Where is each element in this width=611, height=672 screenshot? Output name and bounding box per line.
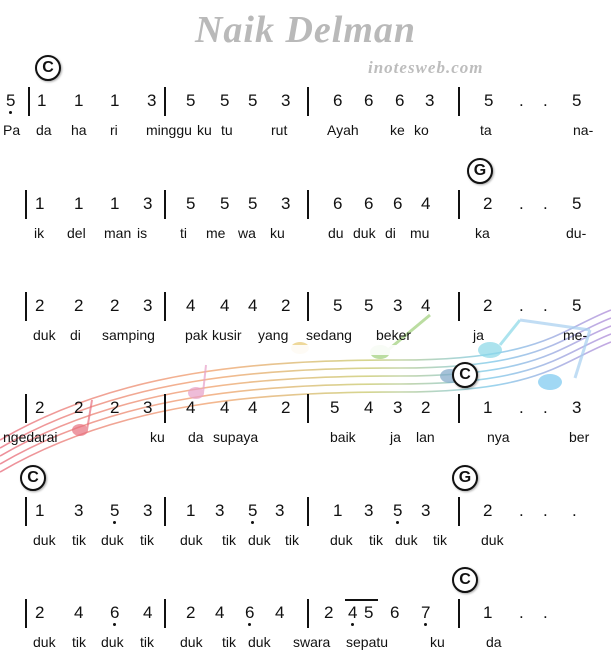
bar-line [164, 292, 166, 321]
note: 3 [281, 91, 291, 110]
octave-dot [351, 623, 354, 626]
octave-dot [9, 111, 12, 114]
lyric-syllable: ku [430, 634, 445, 650]
lyric-syllable: duk [395, 532, 418, 548]
note: 5 [220, 194, 230, 213]
lyric-syllable: ri [110, 122, 118, 138]
lyric-syllable: da [486, 634, 502, 650]
bar-line [458, 190, 460, 219]
note: 4 [348, 604, 357, 621]
lyric-syllable: ja [390, 429, 401, 445]
lyric-syllable: ke [390, 122, 405, 138]
octave-dot [396, 521, 399, 524]
bar-line [307, 87, 309, 116]
note: 3 [425, 91, 435, 110]
note: 1 [74, 194, 84, 213]
bar-line [458, 292, 460, 321]
lyric-syllable: ha [71, 122, 87, 138]
note: 3 [143, 296, 153, 315]
note: 5 [364, 603, 374, 622]
lyric-syllable: duk [33, 532, 56, 548]
note: 3 [143, 194, 153, 213]
note: 3 [215, 501, 225, 520]
note: . [543, 398, 548, 417]
note: 4 [364, 398, 374, 417]
lyric-syllable: tik [433, 532, 447, 548]
note: . [572, 501, 577, 520]
bar-line [458, 599, 460, 628]
bar-line [25, 292, 27, 321]
note: 6 [390, 603, 400, 622]
note: 2 [74, 296, 84, 315]
note: 2 [483, 501, 493, 520]
note: 6 [393, 194, 403, 213]
song-title: Naik Delman [194, 9, 417, 51]
bar-line [307, 599, 309, 628]
lyric-syllable: ja [473, 327, 484, 343]
lyric-syllable: duk [33, 634, 56, 650]
lyric-syllable: tik [222, 532, 236, 548]
lyric-syllable: supaya [213, 429, 259, 445]
bar-line [307, 292, 309, 321]
note: . [519, 501, 524, 520]
note: 5 [110, 502, 119, 519]
lyric-syllable: tik [140, 532, 154, 548]
note: . [519, 603, 524, 622]
note: 5 [248, 502, 257, 519]
note: 6 [110, 604, 119, 621]
lyric-syllable: du [328, 225, 344, 241]
lyric-syllable: lan [416, 429, 435, 445]
music-ribbon-decoration [0, 290, 611, 490]
chord-symbol: G [467, 158, 493, 184]
lyric-syllable: duk [101, 634, 124, 650]
lyric-syllable: di [385, 225, 396, 241]
note: 4 [421, 296, 431, 315]
note: 5 [248, 91, 258, 110]
note: 6 [364, 194, 374, 213]
note: 1 [483, 603, 493, 622]
lyric-syllable: man [104, 225, 132, 241]
lyric-syllable: ngedarai [3, 429, 58, 445]
lyric-syllable: tu [221, 122, 233, 138]
bar-line [307, 497, 309, 526]
note: 1 [110, 194, 120, 213]
lyric-syllable: minggu [146, 122, 192, 138]
note: 3 [572, 398, 582, 417]
lyric-syllable: da [36, 122, 52, 138]
note: 5 [333, 296, 343, 315]
note: 6 [333, 194, 343, 213]
note: 2 [35, 398, 45, 417]
note: 1 [186, 501, 196, 520]
note: . [519, 398, 524, 417]
note: 3 [364, 501, 374, 520]
bar-line [458, 497, 460, 526]
note: 4 [421, 194, 431, 213]
note: 2 [74, 398, 84, 417]
note: 5 [6, 92, 15, 109]
lyric-syllable: del [67, 225, 86, 241]
lyric-syllable: Ayah [327, 122, 359, 138]
note: 5 [572, 296, 582, 315]
lyric-syllable: baik [330, 429, 356, 445]
lyric-syllable: sedang [306, 327, 352, 343]
octave-dot [113, 623, 116, 626]
lyric-syllable: duk [330, 532, 353, 548]
bar-line [25, 497, 27, 526]
note: 4 [143, 603, 153, 622]
bar-line [164, 87, 166, 116]
lyric-syllable: swara [293, 634, 331, 650]
note: 4 [248, 296, 258, 315]
lyric-syllable: di [70, 327, 81, 343]
note: 4 [220, 296, 230, 315]
octave-dot [113, 521, 116, 524]
note: 1 [37, 91, 47, 110]
lyric-syllable: tik [140, 634, 154, 650]
octave-dot [251, 521, 254, 524]
chord-symbol: C [452, 362, 478, 388]
lyric-syllable: duk [248, 634, 271, 650]
lyric-syllable: mu [410, 225, 430, 241]
note: 3 [275, 501, 285, 520]
note: 4 [248, 398, 258, 417]
note: 2 [281, 398, 291, 417]
note: 1 [74, 91, 84, 110]
octave-dot [248, 623, 251, 626]
note: 3 [393, 398, 403, 417]
lyric-syllable: beker [376, 327, 412, 343]
lyric-syllable: me [206, 225, 226, 241]
note: . [543, 501, 548, 520]
lyric-syllable: pak [185, 327, 208, 343]
lyric-syllable: duk [33, 327, 56, 343]
bar-line [25, 190, 27, 219]
note: 1 [333, 501, 343, 520]
lyric-syllable: duk [180, 634, 203, 650]
note: . [543, 603, 548, 622]
bar-line [307, 190, 309, 219]
bar-line [458, 394, 460, 423]
note: 2 [110, 398, 120, 417]
lyric-syllable: tik [72, 634, 86, 650]
watermark-site: inotesweb.com [368, 58, 484, 77]
note: 4 [186, 398, 196, 417]
chord-symbol: G [452, 465, 478, 491]
note: 5 [572, 91, 582, 110]
note: 3 [143, 398, 153, 417]
note: . [519, 296, 524, 315]
note: . [543, 296, 548, 315]
note: . [543, 194, 548, 213]
bar-line [164, 497, 166, 526]
note: 1 [35, 501, 45, 520]
note: 5 [248, 194, 258, 213]
bar-line [164, 599, 166, 628]
lyric-syllable: duk [481, 532, 504, 548]
lyric-syllable: tik [285, 532, 299, 548]
lyric-syllable: du- [566, 225, 587, 241]
note: 3 [281, 194, 291, 213]
note: 3 [421, 501, 431, 520]
bar-line [164, 394, 166, 423]
note: 3 [143, 501, 153, 520]
lyric-syllable: duk [353, 225, 376, 241]
note: 4 [275, 603, 285, 622]
note: 2 [35, 603, 45, 622]
lyric-syllable: ku [150, 429, 165, 445]
lyric-syllable: is [137, 225, 148, 241]
note: 2 [483, 194, 493, 213]
note: . [543, 91, 548, 110]
chord-symbol: C [452, 567, 478, 593]
chord-symbol: C [20, 465, 46, 491]
lyric-syllable: rut [271, 122, 288, 138]
note: 7 [421, 604, 430, 621]
lyric-syllable: ku [270, 225, 285, 241]
lyric-syllable: ik [34, 225, 45, 241]
lyric-syllable: tik [72, 532, 86, 548]
bar-line [164, 190, 166, 219]
note: 6 [245, 604, 254, 621]
bar-line [25, 599, 27, 628]
note: . [519, 194, 524, 213]
lyric-syllable: ta [480, 122, 492, 138]
lyric-syllable: ku [197, 122, 212, 138]
note: 2 [421, 398, 431, 417]
note: 6 [364, 91, 374, 110]
note: 5 [572, 194, 582, 213]
note: 1 [483, 398, 493, 417]
note: 1 [35, 194, 45, 213]
lyric-syllable: duk [180, 532, 203, 548]
lyric-syllable: duk [248, 532, 271, 548]
note: 2 [186, 603, 196, 622]
lyric-syllable: kusir [212, 327, 242, 343]
lyric-syllable: na- [573, 122, 594, 138]
lyric-syllable: me- [563, 327, 588, 343]
note: 5 [484, 91, 494, 110]
note: 2 [110, 296, 120, 315]
note: . [519, 91, 524, 110]
lyric-syllable: wa [238, 225, 256, 241]
note: 1 [110, 91, 120, 110]
lyric-syllable: yang [258, 327, 289, 343]
note: 4 [74, 603, 84, 622]
note: 2 [35, 296, 45, 315]
bar-line [28, 87, 30, 116]
lyric-syllable: duk [101, 532, 124, 548]
lyric-syllable: Pa [3, 122, 21, 138]
lyric-syllable: da [188, 429, 204, 445]
note: 4 [215, 603, 225, 622]
note: 5 [364, 296, 374, 315]
note: 4 [186, 296, 196, 315]
lyric-syllable: ber [569, 429, 590, 445]
lyric-syllable: samping [102, 327, 155, 343]
note: 3 [147, 91, 157, 110]
note: 4 [220, 398, 230, 417]
bar-line [25, 394, 27, 423]
note: 2 [324, 603, 334, 622]
octave-dot [424, 623, 427, 626]
lyric-syllable: sepatu [346, 634, 389, 650]
note: 6 [333, 91, 343, 110]
bar-line [307, 394, 309, 423]
note: 5 [186, 194, 196, 213]
note: 5 [186, 91, 196, 110]
note: 5 [330, 398, 340, 417]
lyric-syllable: tik [222, 634, 236, 650]
lyric-syllable: ti [180, 225, 187, 241]
note: 5 [220, 91, 230, 110]
lyric-syllable: tik [369, 532, 383, 548]
note: 6 [395, 91, 405, 110]
note: 3 [393, 296, 403, 315]
lyric-syllable: ka [475, 225, 490, 241]
lyric-syllable: ko [414, 122, 429, 138]
note: 3 [74, 501, 84, 520]
lyric-syllable: nya [487, 429, 510, 445]
note: 5 [393, 502, 402, 519]
bar-line [458, 87, 460, 116]
chord-symbol: C [35, 55, 61, 81]
note: 2 [281, 296, 291, 315]
note: 2 [483, 296, 493, 315]
beam-line [345, 599, 378, 601]
